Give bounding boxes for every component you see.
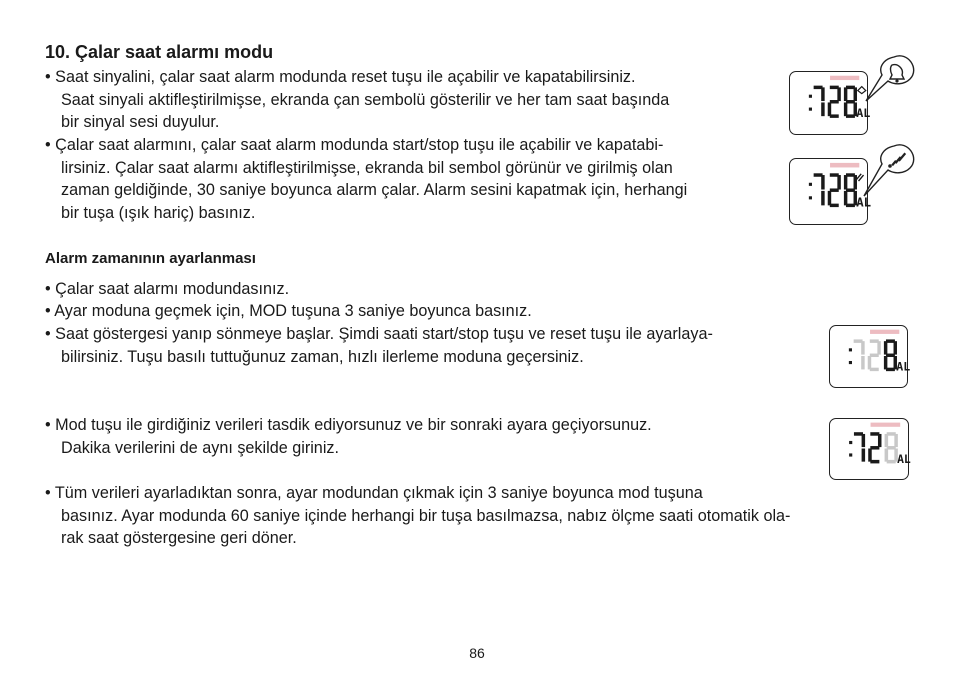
bullet-item bbox=[45, 482, 790, 550]
lcd-segment bbox=[870, 354, 879, 357]
lcd-segment bbox=[844, 175, 847, 189]
lcd-segment bbox=[844, 191, 847, 205]
bullet-line: • Çalar saat alarmı modundasınız. bbox=[45, 280, 290, 298]
bullet-line: Saat sinyali aktifleştirilmişse, ekranda çan sembolü gösterilir ve her tam saat başında bbox=[61, 90, 670, 109]
lcd-time bbox=[849, 339, 897, 371]
bullet-line: • Saat sinyalini, çalar saat alarm modunda reset tuşu ile açabilir ve kapatabilirsiniz. bbox=[45, 68, 636, 86]
bullet-line: Dakika verilerini de aynı şekilde giriniz. bbox=[61, 438, 340, 457]
bullet-line: • Saat göstergesi yanıp sönmeye başlar. Şimdi saati start/stop tuşu ve reset tuşu ile ayarlaya- bbox=[45, 325, 713, 343]
lcd-colon-dot bbox=[849, 348, 852, 351]
lcd-indicator-bar bbox=[871, 423, 901, 427]
lcd-al-indicator: AL bbox=[897, 451, 911, 466]
lcd-segment bbox=[837, 87, 840, 101]
lcd-segment bbox=[870, 446, 879, 450]
lcd-al-indicator: AL bbox=[856, 106, 871, 121]
lcd-time bbox=[809, 86, 857, 118]
watch-display-hour-setting bbox=[829, 325, 911, 388]
bullet-line: • Mod tuşu ile girdiğiniz verileri tasdik ediyorsunuz ve bir sonraki ayara geçiyorsunuz. bbox=[45, 416, 652, 434]
bullet-line: lirsiniz. Çalar saat alarmı aktifleştirilmişse, ekranda bil sembol görünür ve girilmiş olan bbox=[61, 158, 673, 177]
bullet-line: bilirsiniz. Tuşu basılı tuttuğunuz zaman, hızlı ilerleme moduna geçersiniz. bbox=[61, 347, 584, 366]
lcd-segment bbox=[886, 354, 895, 357]
lcd-segment bbox=[844, 102, 847, 116]
lcd-segment bbox=[862, 434, 866, 447]
lcd-time bbox=[809, 173, 857, 207]
lcd-segment bbox=[828, 102, 831, 116]
lcd-segment bbox=[884, 341, 887, 354]
bullet-line: basınız. Ayar modunda 60 saniye içinde herhangi bir tuşa basılmazsa, nabız ölçme saati otomatik ola- bbox=[61, 506, 791, 525]
lcd-segment bbox=[887, 446, 896, 450]
lcd-segment bbox=[821, 102, 824, 116]
bullet-item bbox=[45, 323, 713, 368]
bullet-item bbox=[45, 414, 652, 459]
lcd-segment bbox=[862, 449, 866, 462]
page-number: 86 bbox=[469, 645, 485, 661]
lcd-segment bbox=[837, 175, 840, 189]
bullet-line: zaman geldiğinde, 30 saniye boyunca alarm çalar. Alarm sesini kapatmak için, herhangi bbox=[61, 181, 688, 199]
bullet-item bbox=[45, 300, 532, 323]
lcd-colon-dot bbox=[809, 108, 812, 111]
bullet-line: • Ayar moduna geçmek için, MOD tuşuna 3 saniye boyunca basınız. bbox=[45, 302, 532, 320]
lcd-segment bbox=[878, 434, 882, 447]
lcd-segment bbox=[854, 87, 857, 101]
lcd-colon-dot bbox=[849, 441, 852, 444]
lcd-segment bbox=[877, 341, 880, 354]
bullet-line: bir sinyal sesi duyulur. bbox=[61, 113, 220, 131]
lcd-screen bbox=[790, 72, 871, 134]
bell-callout bbox=[860, 45, 920, 105]
lcd-segment bbox=[844, 87, 847, 101]
bullet-line: rak saat göstergesine geri döner. bbox=[61, 529, 297, 547]
lcd-screen bbox=[830, 326, 911, 387]
lcd-colon-dot bbox=[849, 453, 852, 456]
lcd-indicator-bar bbox=[830, 76, 859, 80]
bullet-line: bir tuşa (ışık hariç) basınız. bbox=[61, 203, 256, 222]
bullet-item bbox=[45, 278, 289, 301]
lcd-time bbox=[849, 432, 898, 463]
lcd-segment bbox=[861, 341, 864, 354]
lcd-segment bbox=[894, 341, 897, 354]
bullet-item bbox=[45, 134, 687, 224]
lcd-segment bbox=[828, 191, 831, 205]
lcd-segment bbox=[830, 188, 839, 191]
lcd-indicator-bar bbox=[830, 163, 859, 168]
lcd-colon-dot bbox=[809, 95, 812, 98]
subsection-heading: Alarm zamanının ayarlanması bbox=[45, 250, 256, 267]
lcd-segment bbox=[821, 175, 824, 189]
bullet-line: • Çalar saat alarmını, çalar saat alarm modunda start/stop tuşu ile açabilir ve kapatabi- bbox=[45, 136, 664, 154]
lcd-segment bbox=[854, 175, 857, 189]
lcd-segment bbox=[868, 449, 872, 462]
lcd-al-indicator: AL bbox=[896, 359, 911, 374]
lcd-segment bbox=[868, 356, 871, 369]
lcd-al-indicator: AL bbox=[856, 195, 872, 210]
lcd-segment bbox=[884, 356, 887, 369]
lcd-screen bbox=[790, 159, 872, 224]
lcd-segment bbox=[846, 188, 855, 191]
lcd-colon-dot bbox=[809, 196, 812, 199]
bullet-item bbox=[45, 66, 669, 134]
bullet-line: • Tüm verileri ayarladıktan sonra, ayar modundan çıkmak için 3 saniye boyunca mod tuşuna bbox=[45, 484, 703, 502]
lcd-segment bbox=[821, 191, 824, 205]
watch-display-minute-setting bbox=[829, 418, 909, 480]
section-heading: 10. Çalar saat alarmı modu bbox=[45, 42, 274, 62]
alarm-callout bbox=[860, 138, 920, 200]
lcd-segment bbox=[830, 100, 839, 103]
lcd-colon-dot bbox=[849, 361, 852, 364]
lcd-segment bbox=[885, 449, 889, 462]
lcd-colon-dot bbox=[809, 183, 812, 186]
watch-display-bell bbox=[789, 71, 871, 135]
lcd-screen bbox=[830, 419, 911, 479]
lcd-segment bbox=[894, 434, 898, 447]
watch-display-alarm bbox=[789, 158, 872, 225]
lcd-indicator-bar bbox=[870, 330, 899, 334]
lcd-segment bbox=[821, 87, 824, 101]
lcd-segment bbox=[846, 100, 855, 103]
lcd-segment bbox=[885, 434, 889, 447]
lcd-segment bbox=[861, 356, 864, 369]
